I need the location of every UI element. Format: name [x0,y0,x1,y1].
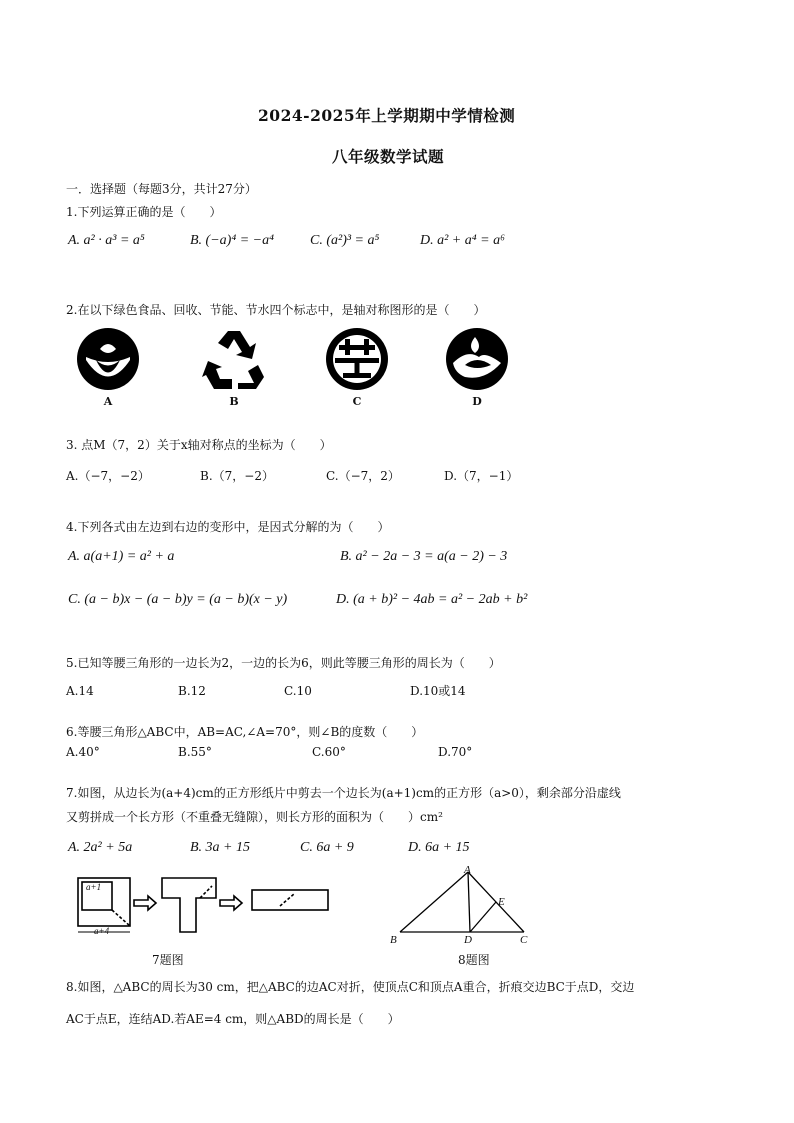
q1-option-b: B. (−a)⁴ = −a⁴ [190,233,274,248]
recycle-icon [202,327,266,391]
q4-option-b: B. a² − 2a − 3 = a(a − 2) − 3 [340,549,508,564]
energy-saving-logo-icon [325,327,389,391]
q1-stem: 1.下列运算正确的是（ ） [66,205,222,219]
q1-option-c: C. (a²)³ = a⁵ [310,233,380,248]
q8-point-e: E [498,896,505,908]
q7-big-label: a+4 [94,926,110,936]
q7-option-c: C. 6a + 9 [300,840,354,855]
q1-option-a: A. a² · a³ = a⁵ [68,233,145,248]
q2-label-a: A [103,395,113,408]
q2-label-b: B [229,395,239,408]
q7-stem-line1: 7.如图，从边长为(a+4)cm的正方形纸片中剪去一个边长为(a+1)cm的正方形（a>0），剩余部分沿虚线 [66,786,621,800]
page-title: 2024-2025年上学期期中学情检测 [258,106,516,125]
q6-option-a: A.40° [66,745,100,759]
q8-caption: 8题图 [458,953,490,967]
q7-option-d: D. 6a + 15 [408,840,470,855]
q8-point-b: B [390,934,397,946]
q4-option-a: A. a(a+1) = a² + a [68,549,175,564]
q7-option-b: B. 3a + 15 [190,840,250,855]
q8-stem-line1: 8.如图，△ABC的周长为30 cm，把△ABC的边AC对折，使顶点C和顶点A重合，折痕交边BC于点D，交边 [66,980,635,994]
q4-stem: 4.下列各式由左边到右边的变形中，是因式分解的为（ ） [66,520,390,534]
q4-option-c: C. (a − b)x − (a − b)y = (a − b)(x − y) [68,592,288,607]
q8-point-a: A [464,864,471,876]
q2-stem: 2.在以下绿色食品、回收、节能、节水四个标志中，是轴对称图形的是（ ） [66,303,486,317]
q1-option-d: D. a² + a⁴ = a⁶ [420,233,505,248]
q5-stem: 5.已知等腰三角形的一边长为2，一边的长为6，则此等腰三角形的周长为（ ） [66,656,501,670]
q6-option-d: D.70° [438,745,473,759]
q8-triangle-figure [398,870,528,936]
section-heading: 一．选择题（每题3分，共计27分） [66,182,257,196]
q7-option-a: A. 2a² + 5a [68,840,133,855]
q3-option-c: C.（−7，2） [326,469,400,483]
green-food-logo-icon [76,327,140,391]
q4-option-d: D. (a + b)² − 4ab = a² − 2ab + b² [336,592,528,607]
q3-option-a: A.（−7，−2） [66,469,150,483]
q8-point-c: C [520,934,528,946]
q8-stem-line2: AC于点E，连结AD.若AE=4 cm，则△ABD的周长是（ ） [66,1012,400,1026]
q6-option-c: C.60° [312,745,346,759]
q3-stem: 3. 点M（7，2）关于x轴对称点的坐标为（ ） [66,438,332,452]
q5-option-a: A.14 [66,684,94,698]
q2-label-d: D [472,395,482,408]
q7-figure [74,874,334,938]
water-saving-logo-icon [445,327,509,391]
q5-option-c: C.10 [284,684,312,698]
result-rectangle [252,890,328,910]
q7-small-label: a+1 [86,882,102,892]
q8-point-d: D [464,934,472,946]
q5-option-d: D.10或14 [410,684,466,698]
q2-label-c: C [352,395,362,408]
q6-stem: 6.等腰三角形△ABC中，AB=AC,∠A=70°，则∠B的度数（ ） [66,725,424,739]
q7-stem-line2: 又剪拼成一个长方形（不重叠无缝隙），则长方形的面积为（ ）cm² [66,810,443,824]
q5-option-b: B.12 [178,684,206,698]
page-subtitle: 八年级数学试题 [332,147,445,166]
q7-caption: 7题图 [152,953,184,967]
q3-option-d: D.（7，−1） [444,469,519,483]
q3-option-b: B.（7，−2） [200,469,274,483]
q6-option-b: B.55° [178,745,212,759]
